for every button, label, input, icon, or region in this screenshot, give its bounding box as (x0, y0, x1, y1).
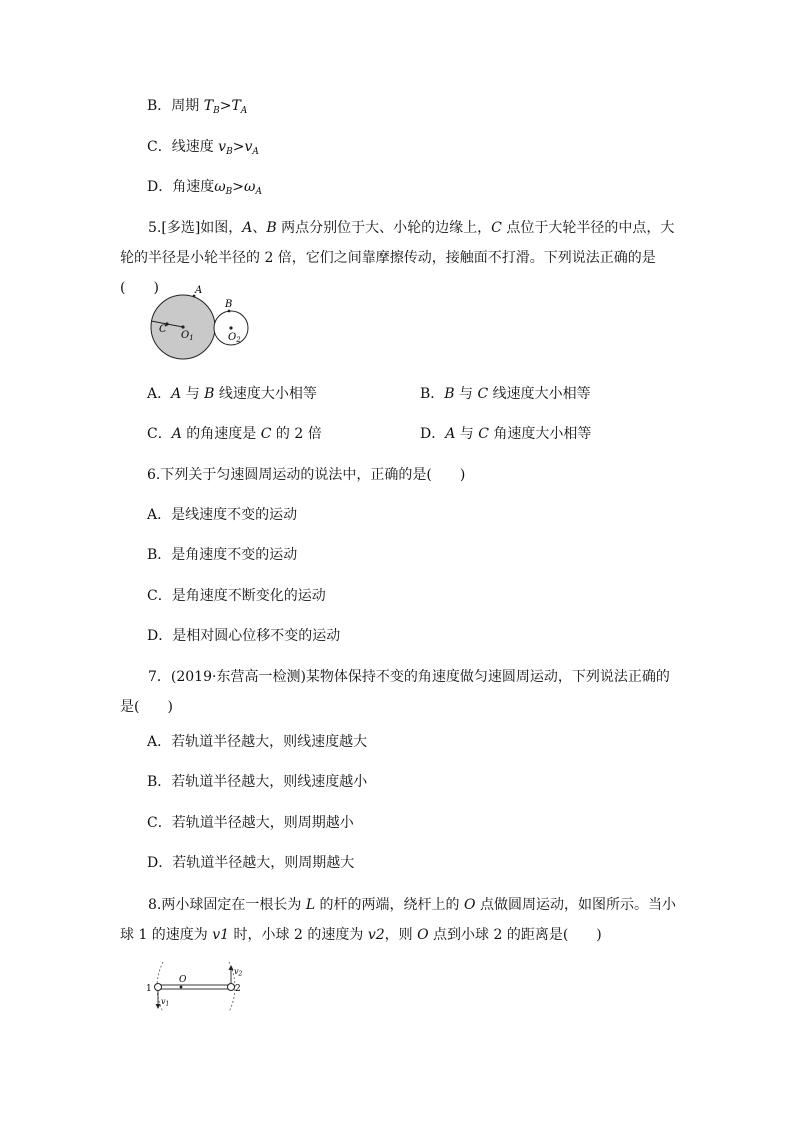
ball-1 (155, 984, 162, 991)
q6-stem: 6.下列关于匀速圆周运动的说法中，正确的是( ) (147, 467, 466, 483)
q4-option-d: D．角速度$\omega_B>\omega_A$ (147, 179, 262, 197)
q5-wheels-figure (140, 280, 260, 370)
point-b-dot (228, 310, 231, 313)
rod (159, 985, 231, 989)
label-o1: $O_1$ (181, 330, 194, 342)
q5-option-b: B．B 与 C 线速度大小相等 (420, 386, 591, 402)
center-o2-dot (229, 326, 232, 329)
label-ball-2: 2 (235, 984, 241, 994)
q6-option-b: B．是角速度不变的运动 (147, 547, 298, 563)
q8-stem: 8.两小球固定在一根长为 L 的杆的两端，绕杆上的 O 点做圆周运动，如图所示。当小球 1 的速度为 v1 时，小球 2 的速度为 v2，则 O 点到小球 2 的距离是( ) (120, 897, 676, 943)
q5-option-d: D．A 与 C 角速度大小相等 (420, 426, 592, 442)
label-ball-1: 1 (146, 984, 152, 994)
v1-arrow-head (156, 1004, 161, 1009)
q7-option-d: D．若轨道半径越大，则周期越大 (147, 855, 355, 871)
label-b: B (225, 299, 233, 310)
q8-rod-figure (145, 960, 250, 1015)
q7-option-b: B．若轨道半径越大，则线速度越小 (147, 774, 368, 790)
label-v2: v2 (234, 967, 243, 978)
q4-option-b: B．周期 $T_B>T_A$ (147, 98, 248, 116)
center-o1-dot (181, 325, 184, 328)
ball-2 (228, 984, 235, 991)
label-o: O (179, 975, 187, 985)
v2-arrow-head (229, 965, 234, 970)
q5-stem: 5.[多选]如图，A、B 两点分别位于大、小轮的边缘上，C 点位于大轮半径的中点，大轮的半径是小轮半径的 2 倍，它们之间靠摩擦传动，接触面不打滑。下列说法正确的是( ) (120, 220, 675, 296)
label-o2: $O_2$ (228, 332, 241, 344)
q6-option-c: C．是角速度不断变化的运动 (147, 588, 326, 604)
q7-option-c: C．若轨道半径越大，则周期越小 (147, 815, 354, 831)
q7-stem: 7．(2019·东营高一检测)某物体保持不变的角速度做匀速圆周运动，下列说法正确的是( ) (120, 669, 670, 715)
label-v1: v1 (161, 997, 170, 1008)
pivot-o-dot (180, 986, 183, 989)
q5-option-c: C．A 的角速度是 C 的 2 倍 (147, 426, 322, 442)
label-c: C (159, 324, 167, 335)
q7-option-a: A．若轨道半径越大，则线速度越大 (147, 734, 368, 750)
q4-option-c: C．线速度 $v_B>v_A$ (147, 139, 259, 157)
label-a: A (195, 285, 203, 296)
q6-option-a: A．是线速度不变的运动 (147, 507, 298, 523)
q6-option-d: D．是相对圆心位移不变的运动 (147, 628, 341, 644)
q5-option-a: A．A 与 B 线速度大小相等 (147, 386, 317, 402)
